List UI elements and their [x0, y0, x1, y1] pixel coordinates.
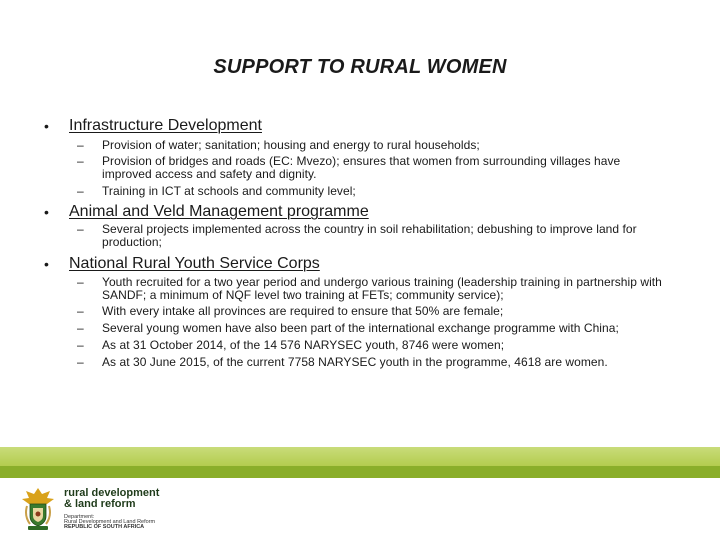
list-item-text: With every intake all provinces are required to ensure that 50% are female;	[102, 304, 504, 318]
list-item-text: Several young women have also been part of the international exchange programme with China;	[102, 321, 619, 335]
dash-icon: –	[77, 275, 84, 289]
page-title: SUPPORT TO RURAL WOMEN	[213, 56, 507, 78]
department-logo	[20, 486, 260, 536]
list-item-text: As at 30 June 2015, of the current 7758 NARYSEC youth in the programme, 4618 are women.	[102, 355, 608, 369]
bullet-icon: •	[44, 118, 49, 134]
list-item-text: Training in ICT at schools and community level;	[102, 184, 356, 198]
list-item-text: As at 31 October 2014, of the 14 576 NARYSEC youth, 8746 were women;	[102, 338, 505, 352]
coat-of-arms-icon	[20, 486, 56, 532]
dash-icon: –	[77, 154, 84, 168]
list-item-text: Provision of bridges and roads (EC: Mvezo); ensures that women from surrounding villages have improved access and safety and dignity.	[102, 154, 621, 181]
list-item-text: Several projects implemented across the country in soil rehabilitation; debushing to improve land for production;	[102, 222, 637, 249]
section-heading-animal-veld: Animal and Veld Management programme	[69, 203, 369, 220]
bullet-icon: •	[44, 256, 49, 272]
logo-text-line1: rural development	[64, 487, 160, 499]
dash-icon: –	[77, 355, 84, 369]
dash-icon: –	[77, 222, 84, 236]
dash-icon: –	[77, 304, 84, 318]
dash-icon: –	[77, 138, 84, 152]
section-heading-narysec: National Rural Youth Service Corps	[69, 255, 320, 272]
list-item-text: Youth recruited for a two year period and undergo various training (leadership training in partnership with SANDF; a minimum of NQF level two training at FETs; community service);	[102, 275, 662, 302]
dash-icon: –	[77, 338, 84, 352]
logo-text-line3: Department:	[64, 514, 95, 520]
dash-icon: –	[77, 184, 84, 198]
logo-text-line5: REPUBLIC OF SOUTH AFRICA	[64, 524, 145, 530]
bullet-icon: •	[44, 204, 49, 220]
logo-text-line2: & land reform	[64, 498, 136, 510]
list-item-text: Provision of water; sanitation; housing and energy to rural households;	[102, 138, 480, 152]
footer-band-light	[0, 447, 720, 466]
dash-icon: –	[77, 321, 84, 335]
section-heading-infrastructure: Infrastructure Development	[69, 117, 262, 134]
footer-band-dark	[0, 466, 720, 478]
logo-text-line4: Rural Development and Land Reform	[64, 519, 156, 525]
